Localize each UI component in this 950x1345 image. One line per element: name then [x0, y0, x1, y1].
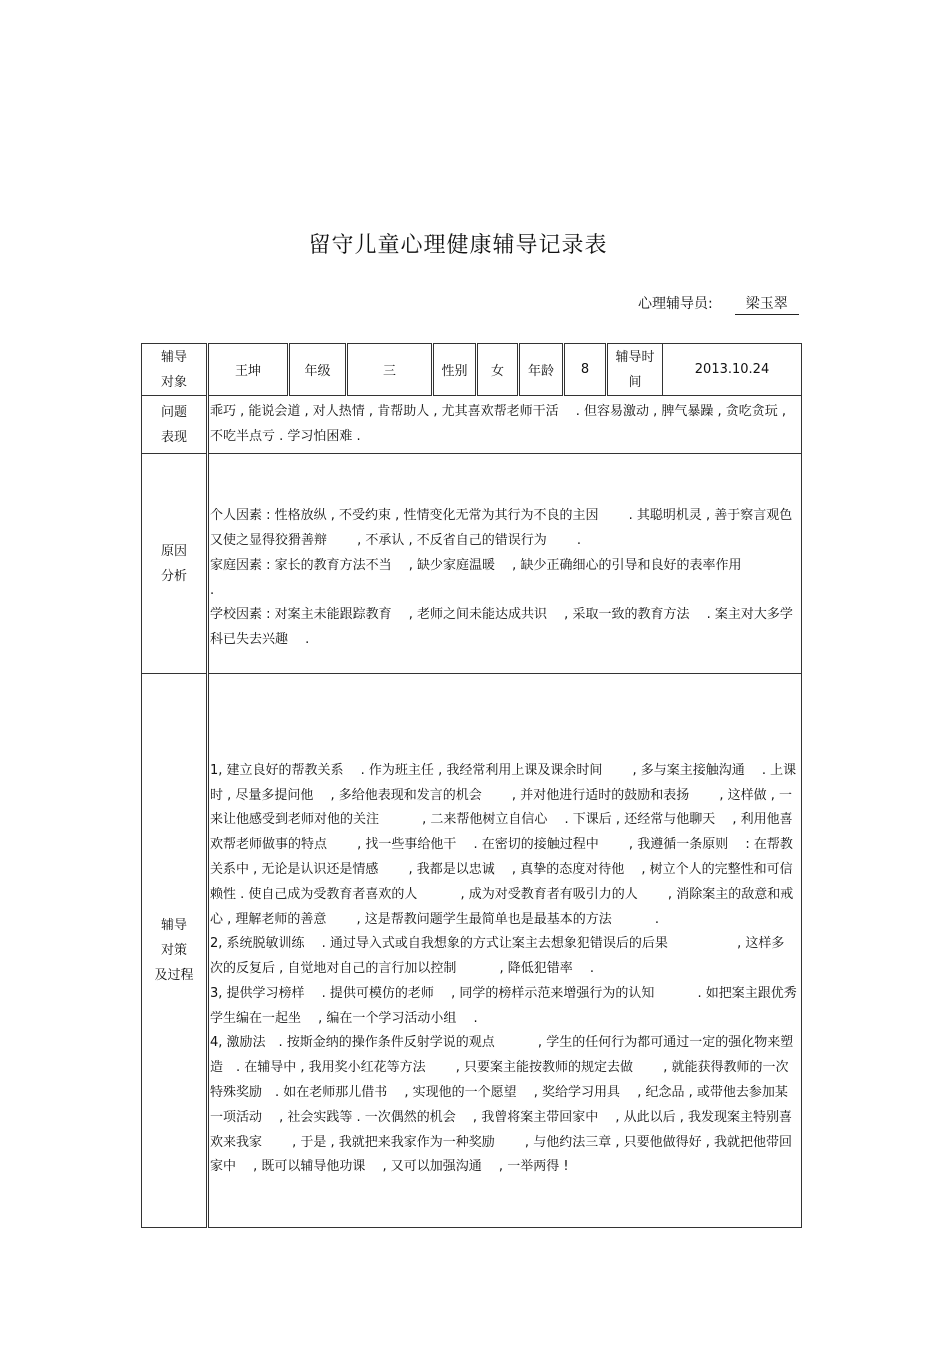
- cause-label-line1: 原因: [160, 543, 187, 559]
- grade-value: 三: [347, 344, 433, 396]
- process-step-4: 4, 激励法 . 按斯金纳的操作条件反射学说的观点 , 学生的任何行为都可通过一定的强化物来塑造 . 在辅导中 , 我用奖小红花等方法 , 只要案主能按教师的规定去做 , 就能获得教师的一次特殊奖励 . 如在老师那儿借书 , 实现他的一个愿望 , 奖给学习用具 , 纪念品 , 或带他去参加某一项活动 , 社会实践等 . 一次偶然的机会 , 我曾将案主带回家中 , 从此以后 , 我发现案主特别喜欢来我家 , 于是 , 我就把来我家作为一种奖励 , 与他约法三章 , 只要他做得好 , 我就把他带回家中 , 既可以辅导他功课 , 又可以加强沟通 , 一举两得 !: [210, 1035, 794, 1175]
- counselor-line: [638, 293, 799, 315]
- cause-school: 学校因素 : 对案主未能跟踪教育 , 老师之间未能达成共识 , 采取一致的教育方法 . 案主对大多学科已失去兴趣 .: [210, 607, 793, 648]
- time-value: 2013.10.24: [663, 344, 802, 396]
- problem-text: 乖巧 , 能说会道 , 对人热情 , 肯帮助人 , 尤其喜欢帮老师干活 . 但容易激动 , 脾气暴躁 , 贪吃贪玩 , 不吃半点亏 . 学习怕困难 .: [208, 396, 802, 454]
- counselor-label: 心理辅导员:: [638, 296, 713, 312]
- time-label-line1: 辅导时: [615, 349, 655, 365]
- process-step-2: 2, 系统脱敏训练 . 通过导入式或自我想象的方式让案主去想象犯错误后的后果 , 这样多次的反复后 , 自觉地对自己的言行加以控制 , 降低犯错率 .: [210, 936, 785, 977]
- table-row-cause: [142, 454, 802, 674]
- age-label: 年龄: [519, 344, 564, 396]
- cause-label-cell: [142, 454, 208, 674]
- gender-label: 性别: [433, 344, 477, 396]
- process-label-line3: 及过程: [154, 968, 194, 983]
- process-label-line1: 辅导: [160, 918, 187, 933]
- target-label-line1: 辅导: [160, 349, 187, 365]
- table-row-process: [142, 674, 802, 1228]
- cause-content: [208, 454, 802, 674]
- time-label-line2: 间: [628, 374, 642, 390]
- problem-label-cell: [142, 396, 208, 454]
- grade-label: 年级: [289, 344, 347, 396]
- process-step-3: 3, 提供学习榜样 . 提供可模仿的老师 , 同学的榜样示范来增强行为的认知 . 如把案主跟优秀学生编在一起坐 , 编在一个学习活动小组 .: [210, 985, 797, 1026]
- process-label-cell: [142, 674, 208, 1228]
- table-row-basic-info: [142, 344, 802, 396]
- target-value: 王坤: [208, 344, 289, 396]
- process-content: [208, 674, 802, 1228]
- age-value: 8: [564, 344, 607, 396]
- target-label-cell: [142, 344, 208, 396]
- cause-family: 家庭因素 : 家长的教育方法不当 , 缺少家庭温暖 , 缺少正确细心的引导和良好的表率作用 .: [210, 557, 798, 598]
- time-label-cell: [607, 344, 663, 396]
- problem-label-line1: 问题: [160, 404, 187, 420]
- cause-personal: 个人因素 : 性格放纵 , 不受约束 , 性情变化无常为其行为不良的主因 . 其聪明机灵 , 善于察言观色又使之显得狡猾善辩 , 不承认 , 不反省自己的错误行为 .: [210, 508, 793, 548]
- process-step-1: 1, 建立良好的帮教关系 . 作为班主任 , 我经常利用上课及课余时间 , 多与案主接触沟通 . 上课时 , 尽量多提问他 , 多给他表现和发言的机会 , 并对他进行适时的鼓励和表扬 , 这样做 , 一来让他感受到老师对他的关注 , 二来帮他树立自信心 . 下课后 , 还经常与他聊天 , 利用他喜欢帮老师做事的特点 , 找一些事给他干 . 在密切的接触过程中 , 我遵循一条原则 : 在帮教关系中 , 无论是认识还是情感 , 我都是以忠诚 , 真挚的态度对待他 , 树立个人的完整性和可信赖性 . 使自己成为受教育者喜欢的人 , 成为对受教育者有吸引力的人 , 消除案主的敌意和戒心 , 理解老师的善意 , 这是帮教问题学生最简单也是最基本的方法 .: [210, 762, 797, 927]
- table-row-problem: [142, 396, 802, 454]
- counselor-name: 梁玉翠: [735, 293, 799, 315]
- process-label-line2: 对策: [160, 943, 187, 958]
- record-table: [141, 343, 802, 1228]
- gender-value: 女: [477, 344, 519, 396]
- problem-label-line2: 表现: [160, 429, 187, 445]
- target-label-line2: 对象: [160, 374, 187, 390]
- page-title: 留守儿童心理健康辅导记录表: [308, 233, 608, 258]
- cause-label-line2: 分析: [160, 568, 187, 584]
